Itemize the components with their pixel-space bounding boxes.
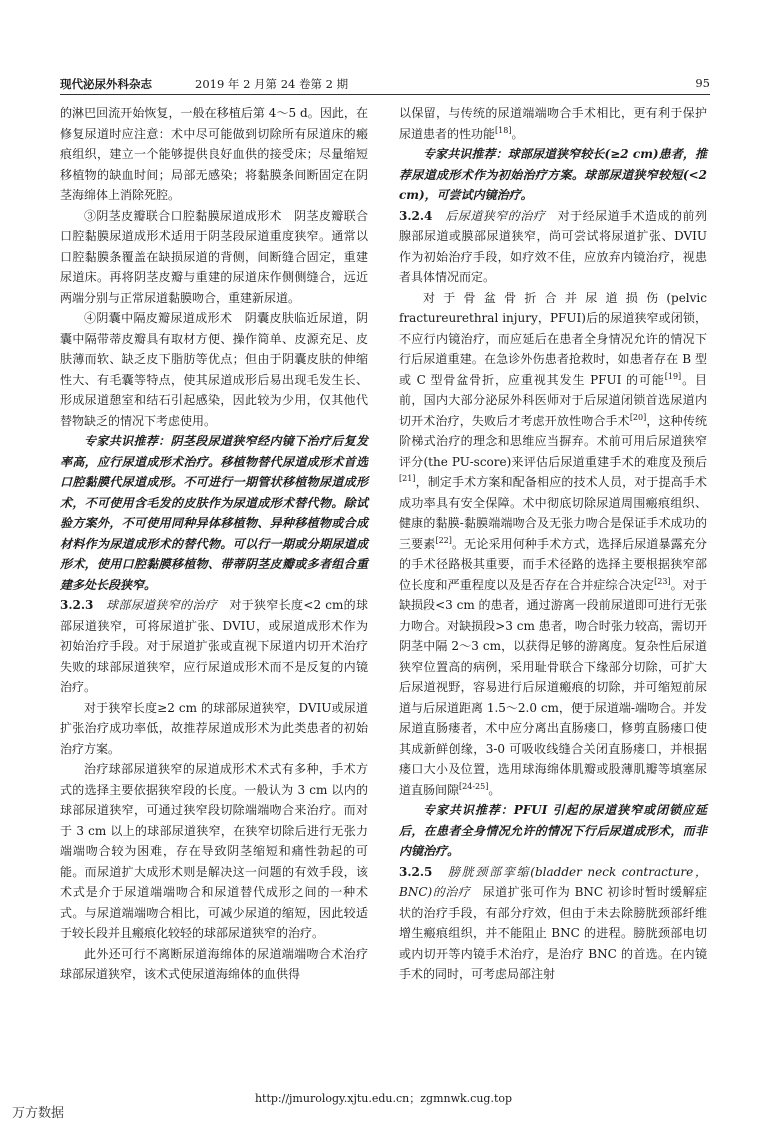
paragraph (60, 308, 368, 431)
paragraph (60, 206, 368, 309)
expert-consensus: 专家共识推荐：球部尿道狭窄较长(≥2 cm)患者，推荐尿道成形术作为初始治疗方案。球部尿道狭窄较短(<2 cm)，可尝试内镜治疗。 (399, 147, 707, 202)
paragraph-body: ，这种传统阶梯式治疗的理念和思维应当摒弃。术前可用后尿道狭窄评分(the PU-score)来评估后尿道重建手术的难度及预后 (399, 413, 707, 469)
section-number: 3.2.5 (399, 864, 433, 879)
paragraph: 治疗球部尿道狭窄的尿道成形术术式有多种，手术方式的选择主要依据狭窄段的长度。一般认为 3 cm 以内的球部尿道狭窄，可通过狭窄段切除端端吻合来治疗。而对于 3 cm 以上的球部尿道狭窄，在狭窄切除后进行无张力端端吻合较为困难，存在导致阴茎缩短和痛性勃起的可能。而尿道扩大成形术则是解决这一问题的有效手段，该术式是介于尿道端端吻合和尿道替代成形之间的一种术式。与尿道端端吻合相比，可减少尿道的缩短，因此较适于较长段并且瘢痕化较轻的球部尿道狭窄的治疗。 (60, 762, 368, 940)
subsection-heading: ④阴囊中隔皮瓣尿道成形术 (84, 311, 233, 325)
citation: [21] (399, 474, 416, 483)
paragraph-end: 。 (511, 126, 524, 141)
paragraph-body: 尿道扩张可作为 BNC 初诊时暂时缓解症状的治疗手段，有部分疗效，但由于未去除膀胱颈部纤维增生瘢痕组织，并不能阻止 BNC 的进程。膀胱颈部电切或内切开等内镜手术治疗，是治疗 BNC 的首选。在内镜手术的同时，可考虑局部注射 (399, 885, 707, 981)
expert-consensus: 专家共识推荐：阴茎段尿道狭窄经内镜下治疗后复发率高，应行尿道成形术治疗。移植物替代尿道成形术首选口腔黏膜代尿道成形。不可进行一期管状移植物尿道成形术，不可使用含毛发的皮肤作为尿道成形术替代物。除试验方案外，不可使用同种异体移植物、异种移植物或合成材料作为尿道成形术的替代物。可以行一期或分期尿道成形术，使用口腔黏膜移植物、带蒂阴茎皮瓣或多者组合重建多处长段狭窄。 (60, 434, 368, 592)
section-title: 后尿道狭窄的治疗 (432, 208, 546, 223)
paragraph-body: 对于骨盆骨折合并尿道损伤(pelvic fractureurethral injury，PFUI)后的尿道狭窄或闭锁，不应行内镜治疗，而应延后在患者全身情况允许的情况下行后尿道重建。在急诊外伤患者抢救时，如患者存在 B 型或 C 型骨盆骨折，应重视其发生 PFUI 的可能 (399, 290, 707, 387)
paragraph-body: 。无论采用何种手术方式，选择后尿道暴露充分的手术径路极其重要，而手术径路的选择主要根据狭窄部位长度和严重程度以及是否存在合并症综合决定 (399, 536, 707, 592)
paragraph-body: 以保留，与传统的尿道端端吻合手术相比，更有利于保护尿道患者的性功能 (399, 106, 707, 141)
paragraph: 此外还可行不离断尿道海绵体的尿道端端吻合术治疗球部尿道狭窄，该术式使尿道海绵体的血供得 (60, 946, 368, 981)
paragraph-body: 阴囊皮肤临近尿道，阴囊中隔带蒂皮瓣具有取材方便、操作简单、皮源充足、皮肤薄而软、缺乏皮下脂肪等优点；但由于阴囊皮肤的伸缩性大、有毛囊等特点，使其尿道成形后易出现毛发生长、形成尿道憩室和结石引起感染，因此较为少用，仅其他代替物缺乏的情况下考虑使用。 (60, 311, 368, 428)
issue-info: 2019 年 2 月第 24 卷第 2 期 (195, 77, 349, 91)
page-number: 95 (695, 76, 710, 90)
section-number: 3.2.4 (399, 208, 433, 223)
section-title: 膀胱颈部挛缩(bladder neck contracture，BNC)的治疗 (399, 864, 707, 899)
footer-url: http://jmurology.xjtu.edu.cn；zgmnwk.cug.top (254, 1092, 513, 1105)
watermark: 万方数据 (12, 1106, 65, 1121)
paragraph-end: 。 (488, 782, 501, 797)
paragraph-body: 对于经尿道手术造成的前列腺部尿道或膜部尿道狭窄，尚可尝试将尿道扩张、DVIU 作为初始治疗手段，如疗效不佳，应放弃内镜治疗，视患者具体情况而定。 (399, 208, 707, 284)
left-column (60, 103, 368, 985)
paragraph: 的淋巴回流开始恢复，一般在移植后第 4～5 d。因此，在修复尿道时应注意：术中尽可能做到切除所有尿道床的瘢痕组织，建立一个能够提供良好血供的接受床；尽量缩短移植物的缺血时间；局部无感染；将黏膜条间断固定在阴茎海绵体上消除死腔。 (60, 106, 368, 202)
paragraph: 对于狭窄长度≥2 cm 的球部尿道狭窄，DVIU或尿道扩张治疗成功率低，故推荐尿道成形术为此类患者的初始治疗方案。 (60, 700, 368, 756)
paragraph-body: 。对于缺损段<3 cm 的患者，通过游离一段前尿道即可进行无张力吻合。对缺损段>3 cm 患者，吻合时张力较高，需切开阴茎中隔 2～3 cm，以获得足够的游离度。复杂性后尿道狭窄位置高的病例，采用耻骨联合下缘部分切除，可扩大后尿道视野，容易进行后尿道瘢痕的切除，并可缩短前尿道与后尿道距离 1.5～2.0 cm，便于尿道端-端吻合。并发尿道直肠瘘者，术中应分离出直肠瘘口，修剪直肠瘘口使其成新鲜创缘，3-0 可吸收线缝合关闭直肠瘘口，并根据瘘口大小及位置，选用球海绵体肌瓣或股薄肌瓣等填塞尿道直肠间隙 (399, 577, 707, 797)
citation: [19] (664, 371, 682, 381)
section-number: 3.2.3 (60, 598, 94, 612)
section-title: 球部尿道狭窄的治疗 (93, 598, 218, 612)
paragraph (399, 103, 707, 144)
section-3-2-3 (60, 595, 368, 698)
section-3-2-5 (399, 862, 707, 985)
paragraph-body: 。目前，国内大部分泌尿外科医师对于后尿道闭锁首选尿道内切开术治疗，失败后才考虑开放性吻合手术 (399, 372, 707, 428)
subsection-heading: ③阴茎皮瓣联合口腔黏膜尿道成形术 (84, 208, 282, 223)
paragraph (399, 288, 707, 801)
running-header (60, 68, 710, 95)
paragraph-body: ，制定手术方案和配备相应的技术人员，对于提高手术成功率具有安全保障。术中彻底切除尿道周围瘢痕组织、健康的黏膜-黏膜端端吻合及无张力吻合是保证手术成功的三要素 (399, 475, 707, 551)
expert-consensus: 专家共识推荐：PFUI 引起的尿道狭窄或闭锁应延后，在患者全身情况允许的情况下行后尿道成形术，而非内镜治疗。 (399, 803, 707, 858)
citation: [18] (495, 125, 512, 135)
section-3-2-4 (399, 206, 707, 288)
journal-title: 现代泌尿外科杂志 (60, 77, 152, 91)
citation: [24-25] (459, 781, 489, 791)
paragraph-body: 对于狭窄长度<2 cm的球部尿道狭窄，可将尿道扩张、DVIU，或尿道成形术作为初始治疗手段。对于尿道扩张或直视下尿道内切开术治疗失败的球部尿道狭窄，应行尿道成形术而不是反复的内镜治疗。 (60, 598, 368, 694)
citation: [23] (654, 576, 671, 586)
paragraph-body: 阴茎皮瓣联合口腔黏膜尿道成形术适用于阴茎段尿道重度狭窄。通常以口腔黏膜条覆盖在缺损尿道的背侧，间断缝合固定，重建尿道床。再将阴茎皮瓣与重建的尿道床作侧侧缝合，远近两端分别与正常尿道黏膜吻合，重建新尿道。 (60, 208, 368, 305)
citation: [20] (629, 412, 647, 422)
right-column (399, 103, 707, 985)
citation: [22] (435, 535, 452, 545)
